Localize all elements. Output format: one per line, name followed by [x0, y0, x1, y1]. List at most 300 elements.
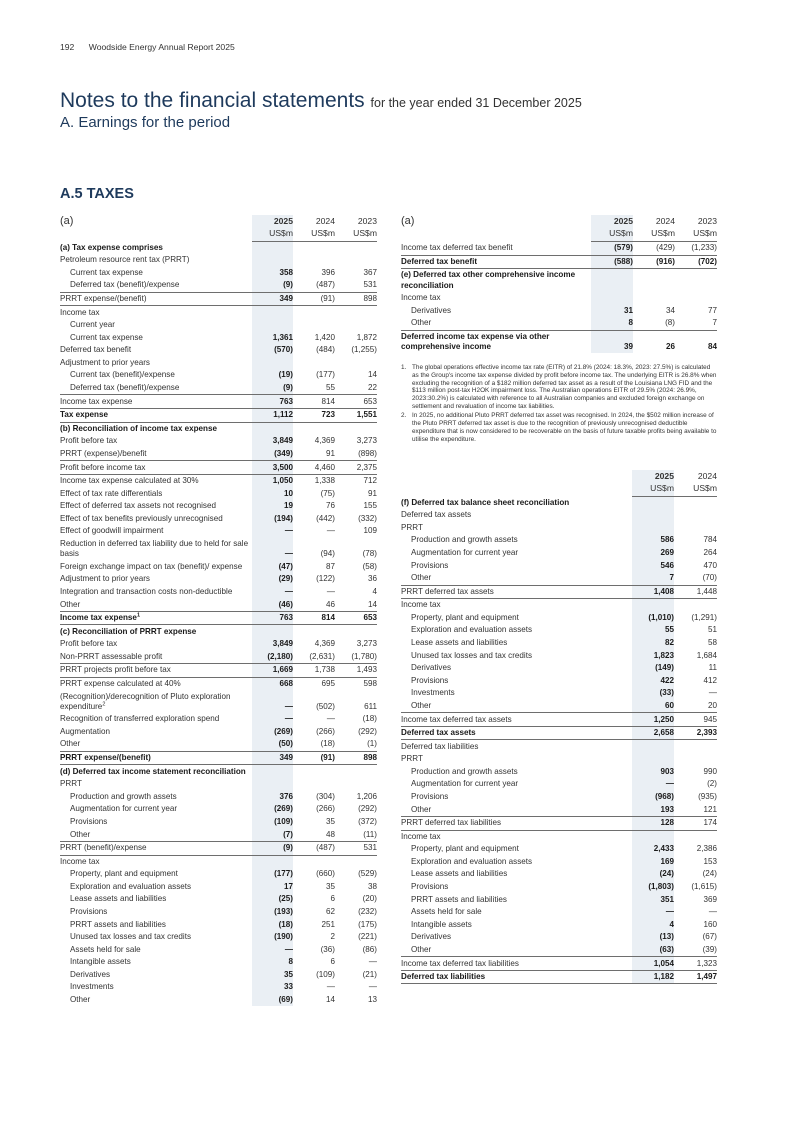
row-label-text: Adjustment to prior years: [60, 574, 150, 584]
table-row: [60, 816, 377, 829]
row-label-text: Provisions: [411, 882, 449, 892]
cell-value: (292): [358, 726, 377, 736]
row-label-text: Effect of goodwill impairment: [60, 526, 164, 536]
page-title-suffix: for the year ended 31 December 2025: [370, 96, 582, 110]
row-label-text: Deferred income tax expense via other comprehensive income: [401, 331, 550, 352]
table-row: [401, 843, 717, 856]
cell-value: (898): [335, 448, 377, 461]
cell-value: 668: [252, 677, 293, 690]
cell-value: —: [326, 526, 335, 536]
row-label: [60, 344, 252, 357]
cell-value: 2,433: [632, 843, 674, 856]
cell-value: 121: [674, 803, 717, 816]
section-heading: A.5 TAXES: [60, 186, 134, 202]
table-row: [401, 292, 717, 305]
footnotes: [401, 364, 717, 445]
cell-value: (372): [358, 816, 377, 826]
cell-value: (442): [316, 513, 335, 523]
row-label-text: PRRT: [60, 779, 82, 789]
row-label: [60, 893, 252, 906]
cell-value: 1,684: [696, 650, 717, 660]
row-label: [60, 981, 252, 994]
cell-value: (20): [362, 894, 377, 904]
cell-value: 1,420: [314, 332, 335, 342]
cell-value: 39: [591, 330, 633, 353]
row-label-text: Income tax: [60, 307, 100, 317]
cell-value: 351: [632, 893, 674, 906]
row-label: [401, 881, 632, 894]
row-label: [60, 409, 252, 423]
unit-header: US$m: [293, 227, 335, 242]
row-label-text: Property, plant and equipment: [411, 612, 519, 622]
row-label: [60, 332, 252, 345]
cell-value: 712: [363, 476, 377, 486]
row-label: [60, 500, 252, 513]
cell-value: 91: [293, 448, 335, 461]
cell-value: 349: [252, 751, 293, 765]
row-label-text: PRRT projects profit before tax: [60, 665, 171, 675]
row-label-text: Property, plant and equipment: [70, 869, 178, 879]
cell-value: 33: [252, 981, 293, 994]
cell-value: —: [326, 586, 335, 596]
row-label-text: PRRT assets and liabilities: [70, 919, 166, 929]
table-row: [60, 357, 377, 370]
cell-value: 35: [325, 881, 335, 891]
row-label: [401, 317, 591, 330]
row-label: [401, 778, 632, 791]
cell-value: (1,780): [335, 651, 377, 664]
table-row: [60, 487, 377, 500]
cell-value: 19: [252, 500, 293, 513]
row-label: [401, 753, 632, 766]
cell-value: 38: [367, 881, 377, 891]
cell-value: 128: [632, 816, 674, 830]
report-title: Woodside Energy Annual Report 2025: [88, 42, 235, 52]
cell-value: —: [632, 778, 674, 791]
table-row: [401, 547, 717, 560]
row-label-text: Deferred tax benefit: [401, 256, 478, 266]
table-header-row: [60, 215, 377, 227]
cell-value: 784: [703, 535, 717, 545]
table-row: [60, 726, 377, 739]
cell-value: 51: [707, 625, 717, 635]
row-label: [60, 918, 252, 931]
cell-value: (660): [316, 869, 335, 879]
cell-value: (91): [293, 751, 335, 765]
table-row: [60, 638, 377, 651]
cell-value: 20: [674, 700, 717, 713]
cell-value: (24): [632, 868, 674, 881]
cell-value: 898: [335, 751, 377, 765]
cell-value: [632, 753, 674, 766]
cell-value: (75): [320, 488, 335, 498]
row-label: [401, 893, 632, 906]
cell-value: [632, 740, 674, 753]
cell-value: 903: [632, 766, 674, 779]
row-label: [60, 931, 252, 944]
cell-value: 7: [632, 572, 674, 585]
cell-value: 3,849: [252, 638, 293, 651]
row-label: [60, 956, 252, 969]
table-row: [401, 687, 717, 700]
table-row: [401, 906, 717, 919]
table-row: [60, 751, 377, 765]
table-row: [401, 624, 717, 637]
cell-value: 2,375: [335, 461, 377, 475]
year-header: 2024: [655, 216, 675, 226]
row-label: [60, 435, 252, 448]
table-row: [401, 700, 717, 713]
table-row: [60, 841, 377, 855]
row-label-text: Unused tax losses and tax credits: [70, 932, 192, 942]
cell-value: (149): [632, 662, 674, 675]
row-label-text: Income tax: [60, 856, 100, 866]
table-row: [60, 611, 377, 625]
row-label-text: Augmentation for current year: [70, 804, 178, 814]
row-label-text: (Recognition)/derecognition of Pluto exploration expenditure: [60, 691, 231, 711]
cell-value: [591, 292, 633, 305]
row-label: [401, 906, 632, 919]
cell-value: 1,250: [632, 713, 674, 727]
row-label-text: Deferred tax liabilities: [401, 741, 479, 751]
table-row: [60, 461, 377, 475]
cell-value: 3,849: [252, 435, 293, 448]
row-label: [60, 690, 252, 713]
row-label: [60, 382, 252, 395]
table-row: [60, 690, 377, 713]
row-label: [60, 841, 252, 855]
cell-value: [293, 778, 335, 791]
table-row: [401, 893, 717, 906]
cell-value: (8): [633, 317, 675, 330]
row-label: [401, 868, 632, 881]
row-label: [401, 803, 632, 816]
row-label-text: Augmentation for current year: [411, 779, 519, 789]
year-header: 2023: [697, 216, 717, 226]
table-row: [60, 677, 377, 690]
row-label-text: Provisions: [70, 816, 108, 826]
table-row: [60, 409, 377, 423]
table-row: [60, 651, 377, 664]
cell-value: (175): [358, 919, 377, 929]
row-label-text: Profit before tax: [60, 436, 118, 446]
cell-value: 1,551: [335, 409, 377, 423]
row-label: [60, 677, 252, 690]
table-row: [401, 957, 717, 971]
row-label: [401, 931, 632, 944]
row-label: [401, 856, 632, 869]
row-label: [60, 751, 252, 765]
cell-value: [335, 254, 377, 267]
table-row: [401, 791, 717, 804]
row-label-text: Lease assets and liabilities: [411, 638, 508, 648]
row-label-text: Integration and transaction costs non-deductible: [60, 586, 233, 596]
cell-value: 264: [703, 548, 717, 557]
cell-value: (266): [316, 726, 335, 736]
cell-value: [674, 740, 717, 753]
cell-value: 4,460: [293, 461, 335, 475]
row-label: [401, 572, 632, 585]
row-label-text: Other: [411, 700, 432, 710]
cell-value: [674, 522, 717, 535]
row-label: [60, 726, 252, 739]
cell-value: 82: [632, 637, 674, 650]
cell-value: 174: [674, 816, 717, 830]
table-row: [60, 382, 377, 395]
footnote-number: 2.: [401, 412, 407, 420]
cell-value: (570): [252, 344, 293, 357]
table-row: [60, 881, 377, 894]
row-label-text: Current tax (benefit)/expense: [70, 370, 175, 380]
cell-value: [335, 765, 377, 778]
cell-value: (36): [320, 944, 335, 954]
cell-value: 1,408: [632, 585, 674, 599]
row-label-text: Provisions: [411, 560, 449, 570]
cell-value: 22: [335, 382, 377, 395]
row-label: [401, 766, 632, 779]
cell-value: (47): [252, 561, 293, 574]
cell-value: [674, 497, 717, 510]
cell-value: [293, 254, 335, 267]
table-row: [401, 740, 717, 753]
cell-value: —: [252, 525, 293, 538]
row-label-text: Effect of tax rate differentials: [60, 488, 163, 498]
year-header: 2023: [357, 216, 377, 226]
table-row: [401, 753, 717, 766]
cell-value: [293, 765, 335, 778]
row-label: [60, 994, 252, 1007]
cell-value: (2,180): [252, 651, 293, 664]
cell-value: (1,010): [632, 612, 674, 625]
row-label: [60, 791, 252, 804]
table-row: [60, 803, 377, 816]
table-row: [401, 726, 717, 740]
deferred-tax-continued-table: [401, 215, 717, 353]
cell-value: —: [252, 538, 293, 561]
row-label: [60, 395, 252, 409]
row-label: [401, 585, 632, 599]
cell-value: (91): [293, 292, 335, 306]
cell-value: 723: [293, 409, 335, 423]
table-row: [401, 778, 717, 791]
cell-value: [252, 625, 293, 638]
row-label-text: Production and growth assets: [411, 535, 518, 545]
cell-value: 6: [330, 957, 335, 967]
table-row: [401, 534, 717, 547]
cell-value: 1,338: [314, 476, 335, 486]
row-label-text: Reduction in deferred tax liability due to held for sale basis: [60, 538, 249, 559]
row-label: [60, 267, 252, 280]
row-label-text: Deferred tax (benefit)/expense: [70, 383, 180, 393]
table-row: [60, 918, 377, 931]
cell-value: —: [326, 982, 335, 992]
row-label: [60, 573, 252, 586]
cell-value: (269): [252, 803, 293, 816]
cell-value: (70): [674, 572, 717, 585]
table-row: [60, 855, 377, 868]
cell-value: 13: [367, 995, 377, 1005]
cell-value: [252, 306, 293, 319]
row-label: [60, 319, 252, 332]
cell-value: (1,233): [675, 242, 717, 256]
table-subheading-row: [60, 422, 377, 435]
row-label-text: PRRT deferred tax assets: [401, 586, 494, 596]
cell-value: 35: [252, 969, 293, 982]
cell-value: 31: [591, 305, 633, 318]
table-row: [60, 267, 377, 280]
cell-value: (11): [335, 828, 377, 841]
table-row: [60, 969, 377, 982]
unit-header: US$m: [674, 482, 717, 497]
cell-value: 8: [591, 317, 633, 330]
row-label: [60, 422, 252, 435]
cell-value: (232): [358, 907, 377, 916]
cell-value: (221): [358, 932, 377, 942]
row-label-text: Investments: [411, 688, 455, 698]
cell-value: 160: [703, 919, 717, 929]
unit-header: US$m: [252, 227, 293, 242]
table-row: [60, 664, 377, 678]
cell-value: [632, 830, 674, 843]
row-label: [60, 525, 252, 538]
cell-value: (69): [252, 994, 293, 1007]
cell-value: 586: [632, 534, 674, 547]
row-label-text: Derivatives: [70, 969, 111, 979]
cell-value: (487): [293, 841, 335, 855]
table-row: [401, 585, 717, 599]
table-row: [60, 279, 377, 292]
row-label-text: Income tax expense: [60, 396, 133, 406]
table-header-row: [401, 470, 717, 482]
cell-value: 695: [321, 678, 335, 688]
cell-value: 76: [325, 501, 335, 511]
table-row: [60, 994, 377, 1007]
table-row: [60, 738, 377, 751]
row-label-text: (a) Tax expense comprises: [60, 242, 163, 252]
cell-value: 60: [632, 700, 674, 713]
table-row: [60, 435, 377, 448]
table-row: [401, 637, 717, 650]
cell-value: 4,369: [314, 436, 335, 446]
row-label: [60, 944, 252, 957]
row-label: [401, 662, 632, 675]
row-label: [60, 969, 252, 982]
row-label: [60, 292, 252, 306]
row-label-text: Petroleum resource rent tax (PRRT): [60, 255, 190, 265]
row-label: [60, 598, 252, 611]
cell-value: (33): [632, 687, 674, 700]
cell-value: (9): [252, 382, 293, 395]
table-row: [60, 981, 377, 994]
row-label: [401, 534, 632, 547]
row-label-text: Assets held for sale: [70, 944, 141, 954]
row-label: [60, 306, 252, 319]
row-label-text: Deferred tax liabilities: [401, 972, 486, 982]
cell-value: 155: [363, 501, 377, 511]
cell-value: 2,658: [632, 726, 674, 740]
table-row: [401, 713, 717, 727]
cell-value: [252, 319, 293, 332]
table-row: [401, 675, 717, 688]
cell-value: (18): [252, 918, 293, 931]
cell-value: 763: [252, 395, 293, 409]
cell-value: [335, 625, 377, 638]
cell-value: 251: [321, 919, 335, 929]
cell-value: 531: [335, 841, 377, 855]
unit-header: US$m: [633, 227, 675, 242]
row-label: [401, 726, 632, 740]
cell-value: (968): [632, 791, 674, 804]
row-label-text: PRRT: [401, 522, 423, 532]
year-header: 2025: [632, 470, 674, 482]
row-label-text: Other: [70, 995, 91, 1005]
row-label: [401, 637, 632, 650]
cell-value: 169: [632, 856, 674, 869]
table-row: [401, 612, 717, 625]
row-label-text: (e) Deferred tax other comprehensive income reconciliation: [401, 270, 576, 290]
table-subheading-row: [60, 765, 377, 778]
row-label-text: Income tax deferred tax benefit: [401, 243, 513, 253]
cell-value: (50): [252, 738, 293, 751]
row-label-text: PRRT assets and liabilities: [411, 894, 507, 904]
cell-value: (63): [632, 944, 674, 957]
row-label: [401, 547, 632, 560]
cell-value: [252, 357, 293, 370]
cell-value: 11: [708, 663, 717, 673]
footnote-ref: 2: [102, 701, 106, 708]
cell-value: 87: [325, 561, 335, 571]
cell-value: (529): [358, 869, 377, 879]
row-label-text: Intangible assets: [70, 957, 131, 967]
table-row: [60, 956, 377, 969]
cell-value: 611: [364, 701, 377, 711]
table-row: [60, 828, 377, 841]
cell-value: [252, 242, 293, 255]
cell-value: 4: [632, 919, 674, 932]
row-label: [60, 738, 252, 751]
table-row: [401, 931, 717, 944]
cell-value: 4,369: [314, 639, 335, 649]
table-row: [60, 791, 377, 804]
row-label: [60, 625, 252, 638]
row-label-text: Income tax: [401, 293, 441, 303]
row-label-text: PRRT expense calculated at 40%: [60, 678, 181, 688]
table-row: [60, 306, 377, 319]
cell-value: [293, 242, 335, 255]
row-label-text: Tax expense: [60, 410, 108, 420]
row-label: [401, 269, 591, 292]
row-label-text: PRRT deferred tax liabilities: [401, 818, 502, 828]
cell-value: 6: [330, 894, 335, 904]
table-row: [60, 369, 377, 382]
cell-value: 1,112: [252, 409, 293, 423]
unit-header: US$m: [591, 227, 633, 242]
cell-value: [252, 422, 293, 435]
cell-value: (579): [591, 242, 633, 256]
cell-value: 396: [321, 267, 335, 277]
cell-value: 1,206: [356, 791, 377, 801]
row-label-text: Effect of tax benefits previously unrecognised: [60, 513, 223, 523]
cell-value: 1,493: [335, 664, 377, 678]
table-row: [401, 559, 717, 572]
cell-value: 10: [252, 487, 293, 500]
row-label-text: (d) Deferred tax income statement reconciliation: [60, 766, 246, 776]
year-header: 2024: [697, 471, 717, 481]
cell-value: 62: [325, 907, 335, 916]
cell-value: 109: [363, 526, 377, 536]
row-label-text: Derivatives: [411, 932, 452, 942]
table-row: [60, 254, 377, 267]
